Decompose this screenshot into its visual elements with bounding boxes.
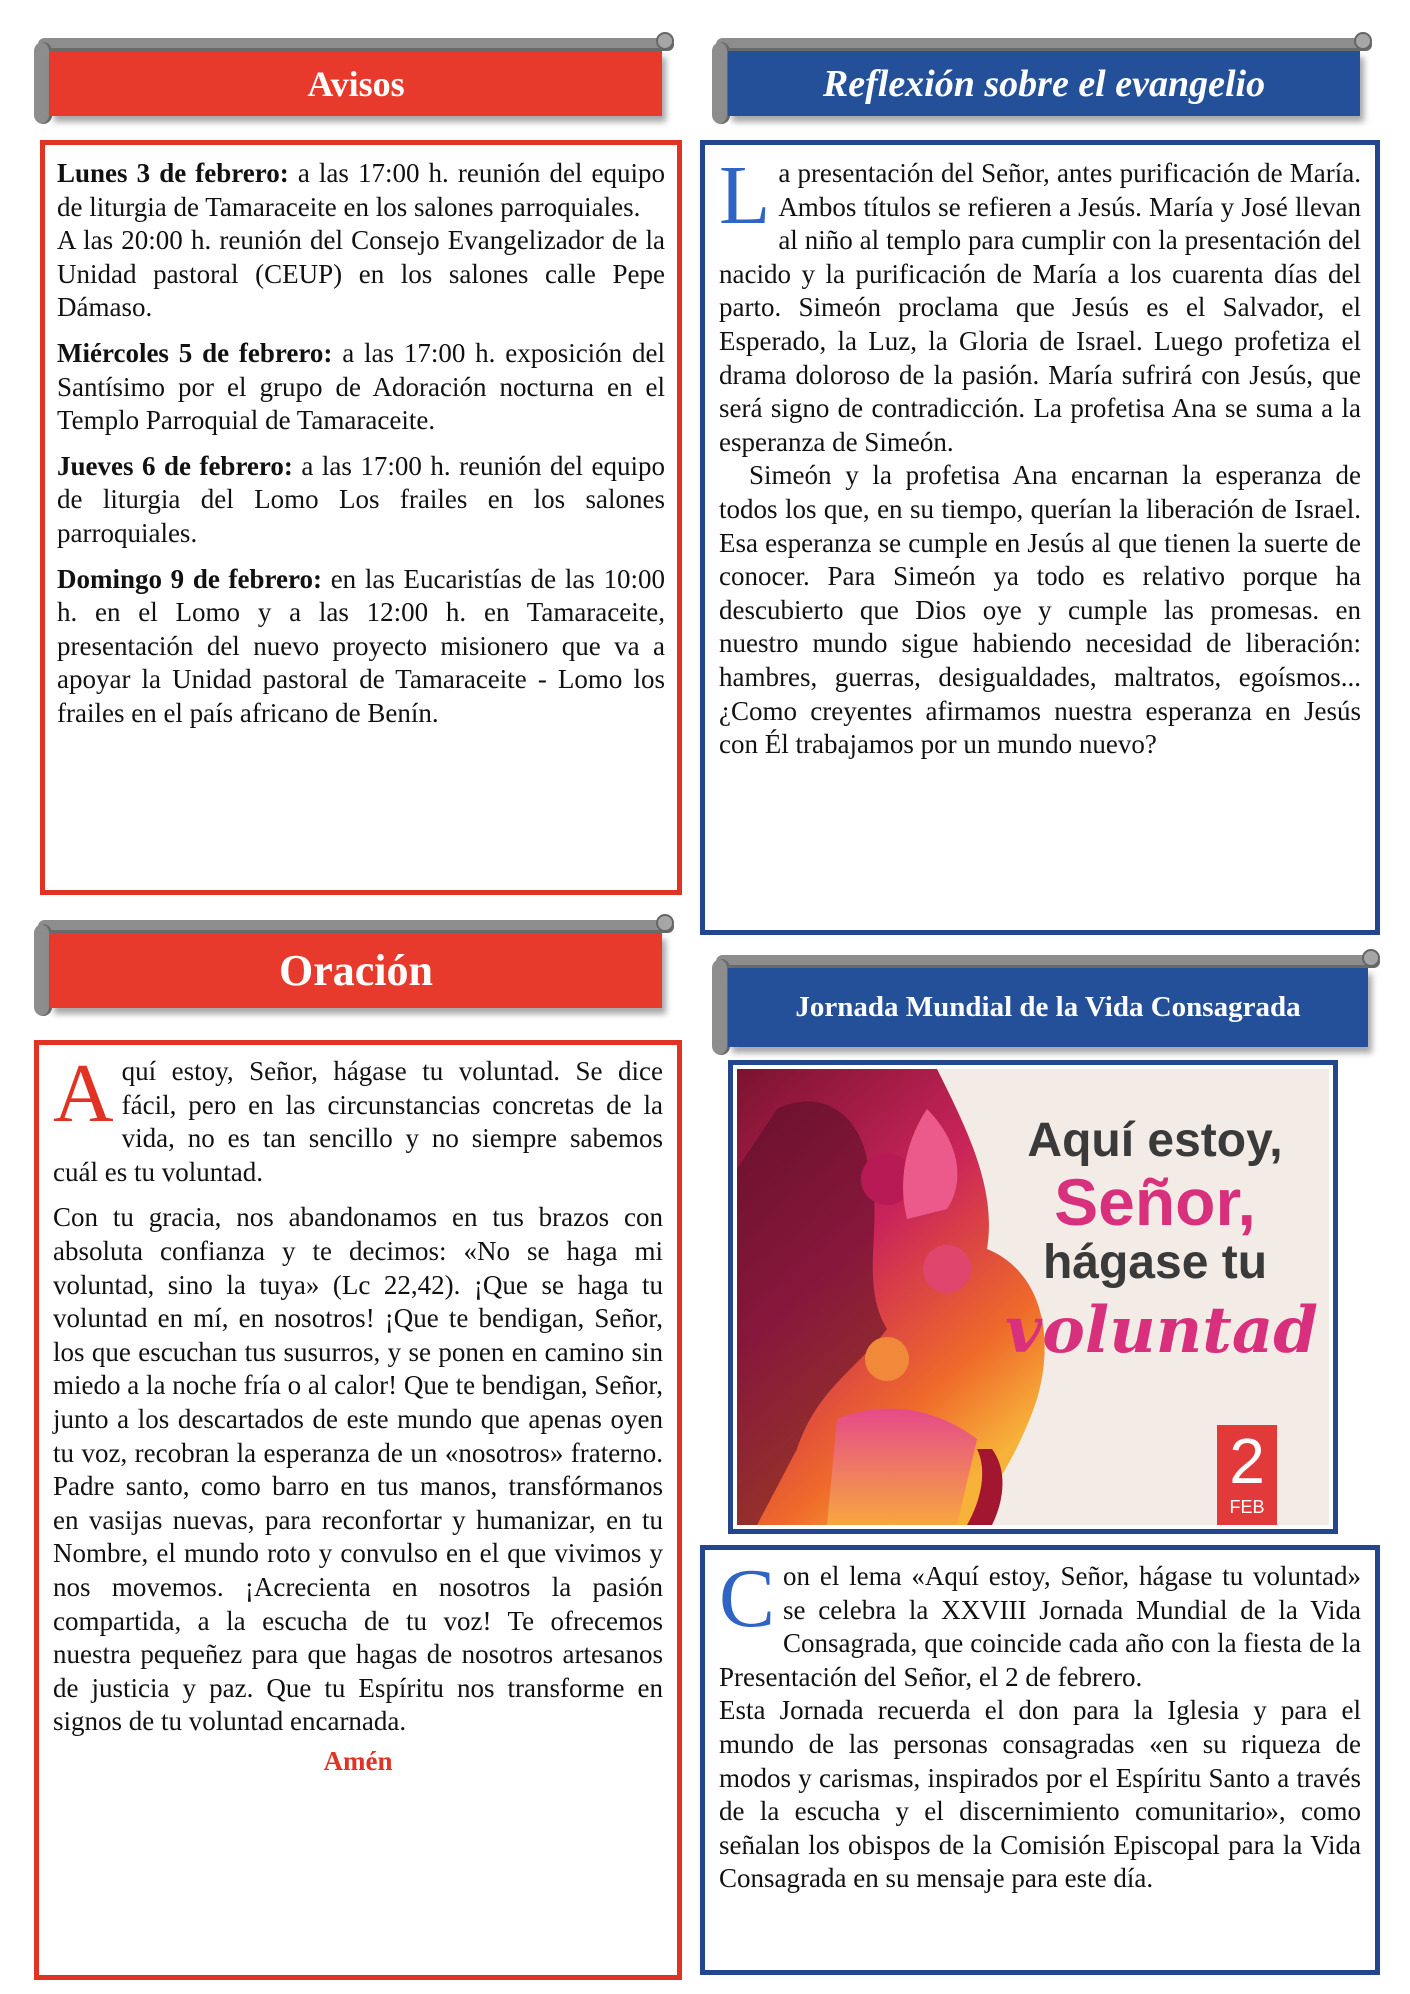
reflexion-p2: Simeón y la profetisa Ana encarnan la esperanza de todos los que, en su tiempo, querían la liberación de Israel. Esa esperanza se cumple en Jesús al que tienen la suerte de conocer. Para Simeón ya todo es relativo porque ha descubierto que Dios oye y cumple las promesas. en nuestro mundo sigue habiendo necesidad de liberación: hambres, guerras, desigualdades, maltratos, egoísmos... ¿Como creyentes afirmamos nuestra esperanza en Jesús con Él trabajamos por un mundo nuevo?	[719, 460, 1361, 760]
poster-line4: voluntad	[1005, 1293, 1319, 1368]
poster-frame	[728, 1060, 1338, 1534]
jornada-paragraph	[719, 1694, 1361, 1896]
poster-line3: hágase tu	[1042, 1236, 1268, 1289]
drop-cap: A	[53, 1047, 114, 1140]
aviso-item	[57, 337, 665, 438]
aviso-lead: Lunes 3 de febrero:	[57, 158, 289, 188]
jornada-banner	[712, 955, 1380, 1055]
jornada-heading: Jornada Mundial de la Vida Consagrada	[795, 991, 1301, 1023]
jornada-p1: on el lema «Aquí estoy, Señor, hágase tu voluntad» se celebra la XXVIII Jornada Mundial de la Vida Consagrada, que coincide cada año con la fiesta de la Presentación del Señor, el 2 de febrero.	[719, 1561, 1361, 1692]
aviso-lead: Domingo 9 de febrero:	[57, 563, 323, 594]
aviso-text: A las 20:00 h. reunión del Consejo Evangelizador de la Unidad pastoral (CEUP) en los salones calle Pepe Dámaso.	[57, 225, 665, 323]
oracion-paragraph	[53, 1201, 663, 1739]
aviso-text: a las 17:00 h. exposición del Santísimo por el grupo de Adoración nocturna en el Templo Parroquial de Tamaraceite.	[57, 337, 665, 436]
date-month: FEB	[1229, 1497, 1265, 1517]
scroll-roll-top	[38, 38, 674, 51]
oracion-text	[53, 1047, 663, 1778]
avisos-banner	[34, 38, 674, 124]
drop-cap: L	[719, 149, 771, 242]
jornada-paragraph	[719, 1552, 1361, 1694]
aviso-text: a las 17:00 h. reunión del equipo de liturgia de Tamaraceite en los salones parroquiales.	[57, 158, 665, 222]
poster-line1: Aquí estoy,	[1027, 1114, 1283, 1167]
oracion-p2: Con tu gracia, nos abandonamos en tus brazos con absoluta confianza y te decimos: «No se haga mi voluntad, sino la tuya» (Lc 22,42). ¡Que se haga tu voluntad en mí, en nosotros! ¡Que te bendigan, Señor, los que escuchan tus susurros, y se ponen en camino sin miedo a la noche fría o al calor! Que te bendigan, Señor, junto a los descartados de este mundo que apenas oyen tu voz, recobran la esperanza de un «nosotros» fraterno. Padre santo, como barro en tus manos, transfórmanos en vasijas nuevas, para reconfortar y humanizar, en tu Nombre, el mundo roto y convulso en el que vivimos y nos movemos. ¡Acrecienta en nosotros la pasión compartida, a la escucha de tu voz! Te ofrecemos nuestra pequeñez para que hagas de nosotros artesanos de justicia y paz. Que tu Espíritu nos transforme en signos de tu voluntad encarnada.	[53, 1202, 663, 1737]
aviso-item	[57, 224, 665, 325]
scroll-roll-top	[716, 38, 1372, 51]
poster-image	[737, 1069, 1329, 1525]
oracion-banner	[34, 920, 674, 1016]
jornada-box	[700, 1545, 1380, 1975]
reflexion-p1: a presentación del Señor, antes purificación de María. Ambos títulos se refieren a Jesús. María y José llevan al niño al templo para cumplir con la presentación del nacido y la purificación de María a los cuarenta días del parto. Simeón proclama que Jesús es el Salvador, el Esperado, la Luz, la Gloria de Israel. Luego profetiza el drama doloroso de la pasión. María sufrirá con Jesús, que será signo de contradicción. La profetisa Ana se suma a la esperanza de Simeón.	[719, 158, 1361, 457]
reflexion-text	[719, 149, 1361, 762]
jornada-text	[719, 1552, 1361, 1896]
poster-title	[1005, 1113, 1319, 1371]
avisos-heading: Avisos	[307, 63, 405, 104]
poster-line2: Señor,	[1054, 1165, 1256, 1239]
date-badge	[1217, 1425, 1277, 1525]
amen-label: Amén	[323, 1745, 393, 1776]
oracion-paragraph	[53, 1047, 663, 1189]
avisos-box	[40, 140, 682, 895]
aviso-lead: Miércoles 5 de febrero:	[57, 337, 333, 368]
oracion-box	[34, 1040, 682, 1980]
aviso-text: a las 17:00 h. reunión del equipo de liturgia del Lomo Los frailes en los salones parroquiales.	[57, 450, 665, 548]
aviso-item	[57, 157, 665, 224]
oracion-heading: Oración	[279, 946, 433, 995]
aviso-item	[57, 450, 665, 551]
reflexion-paragraph	[719, 459, 1361, 761]
reflexion-paragraph	[719, 149, 1361, 459]
jornada-p2: Esta Jornada recuerda el don para la Iglesia y para el mundo de las personas consagradas «en su riqueza de modos y carismas, inspirados por el Espíritu Santo a través de la escucha y el discernimiento comunitario», como señalan los obispos de la Comisión Episcopal para la Vida Consagrada en su mensaje para este día.	[719, 1695, 1361, 1894]
reflexion-banner	[712, 38, 1372, 124]
aviso-text: en las Eucaristías de las 10:00 h. en el Lomo y a las 12:00 h. en Tamaraceite, presentación del nuevo proyecto misionero que va a apoyar la Unidad pastoral de Tamaraceite - Lomo los frailes en el país africano de Benín.	[57, 563, 665, 728]
aviso-item	[57, 563, 665, 731]
aviso-lead: Jueves 6 de febrero:	[57, 450, 293, 481]
reflexion-box	[700, 140, 1380, 935]
drop-cap: C	[719, 1552, 776, 1645]
scroll-roll-top	[716, 955, 1380, 968]
oracion-p1: quí estoy, Señor, hágase tu voluntad. Se dice fácil, pero en las circunstancias concretas de la vida, no es tan sencillo y no siempre sabemos cuál es tu voluntad.	[53, 1056, 663, 1187]
avisos-text	[57, 157, 665, 731]
date-day: 2	[1229, 1425, 1265, 1497]
scroll-roll-top	[38, 920, 674, 933]
reflexion-heading: Reflexión sobre el evangelio	[822, 62, 1266, 105]
